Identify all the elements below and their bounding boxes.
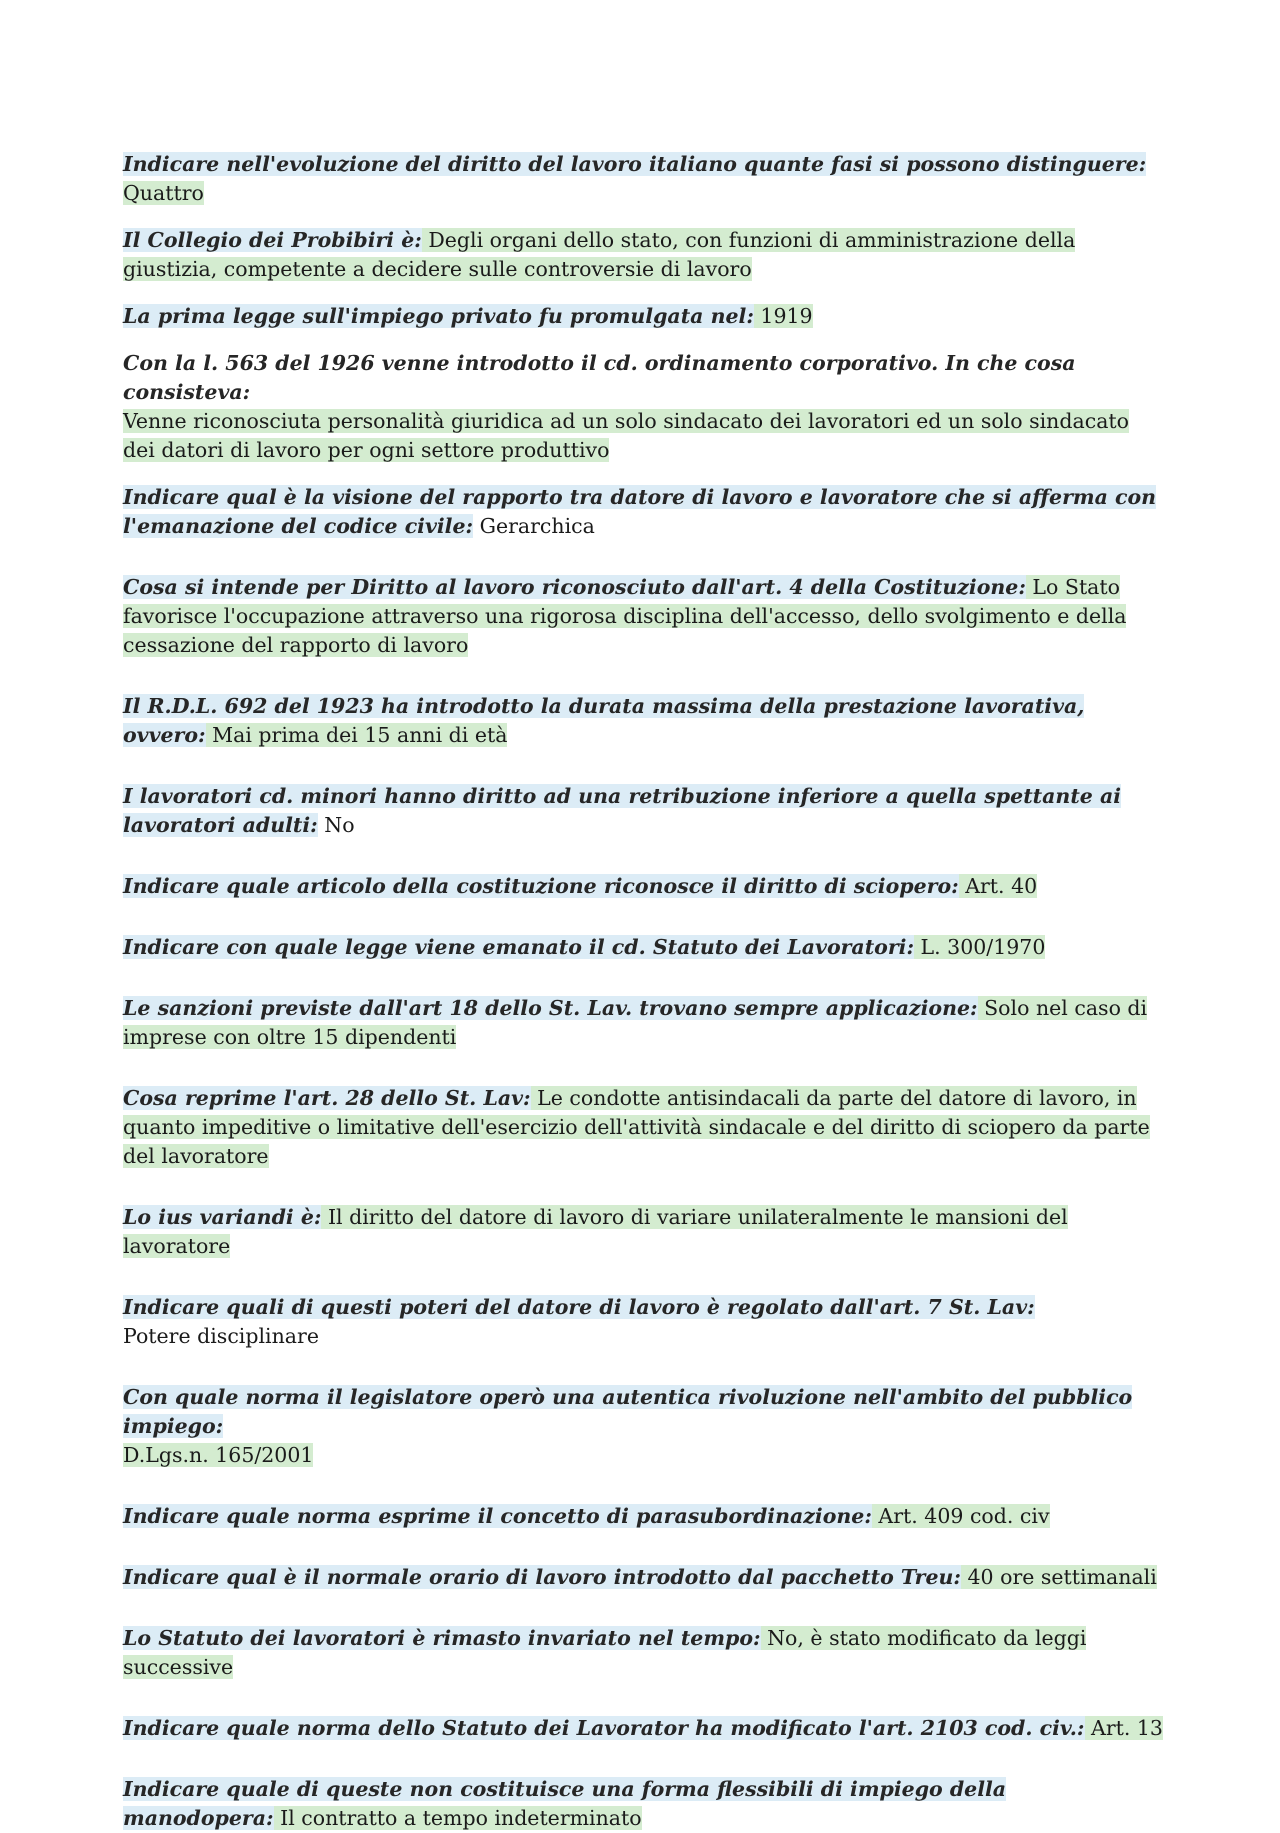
qa-item	[123, 1775, 1163, 1833]
answer: Art. 40	[958, 874, 1038, 898]
qa-item	[123, 1383, 1163, 1470]
question: Indicare qual è la visione del rapporto tra datore di lavoro e lavoratore che si afferma con l'emanazione del codice civile:	[123, 485, 1157, 538]
question: Le sanzioni previste dall'art 18 dello St. Lav. trovano sempre applicazione:	[123, 996, 978, 1020]
qa-item	[123, 1084, 1163, 1171]
answer: Venne riconosciuta personalità giuridica ad un solo sindacato dei lavoratori ed un solo sindacato dei datori di lavoro per ogni settore produttivo	[123, 409, 1130, 462]
qa-item	[123, 1293, 1163, 1351]
question: Indicare quale norma esprime il concetto di parasubordinazione:	[123, 1504, 872, 1528]
answer: D.Lgs.n. 165/2001	[123, 1443, 314, 1467]
qa-item	[123, 933, 1163, 962]
question: La prima legge sull'impiego privato fu promulgata nel:	[123, 304, 754, 328]
answer: Art. 409 cod. civ	[871, 1504, 1050, 1528]
question: Cosa reprime l'art. 28 dello St. Lav:	[123, 1086, 531, 1110]
question: Cosa si intende per Diritto al lavoro riconosciuto dall'art. 4 della Costituzione:	[123, 575, 1026, 599]
answer: Il contratto a tempo indeterminato	[273, 1806, 642, 1830]
answer: No	[317, 813, 355, 837]
answer: Mai prima dei 15 anni di età	[205, 723, 508, 747]
answer: Potere disciplinare	[123, 1324, 319, 1348]
question: Indicare con quale legge viene emanato il cd. Statuto dei Lavoratori:	[123, 935, 915, 959]
answer: Degli organi dello stato, con funzioni di amministrazione della giustizia, competente a decidere sulle controversie di lavoro	[123, 228, 1076, 281]
document-page	[123, 150, 1163, 1833]
question: Indicare quale articolo della costituzione riconosce il diritto di sciopero:	[123, 874, 959, 898]
qa-item	[123, 872, 1163, 901]
qa-item	[123, 1502, 1163, 1531]
qa-item	[123, 1203, 1163, 1261]
qa-item	[123, 483, 1163, 541]
qa-item	[123, 782, 1163, 840]
qa-item	[123, 994, 1163, 1052]
answer: Le condotte antisindacali da parte del datore di lavoro, in quanto impeditive o limitative dell'esercizio dell'attività sindacale e del diritto di sciopero da parte del lavoratore	[123, 1086, 1150, 1168]
qa-item	[123, 150, 1163, 208]
answer: No, è stato modificato da leggi successive	[123, 1626, 1087, 1679]
qa-item	[123, 302, 1163, 331]
answer: 1919	[753, 304, 813, 328]
qa-item	[123, 573, 1163, 660]
answer: L. 300/1970	[914, 935, 1046, 959]
question: Indicare quali di questi poteri del datore di lavoro è regolato dall'art. 7 St. Lav:	[123, 1295, 1035, 1319]
qa-item	[123, 226, 1163, 284]
answer: Quattro	[123, 181, 204, 205]
qa-item	[123, 349, 1163, 465]
answer: Lo Stato favorisce l'occupazione attraverso una rigorosa disciplina dell'accesso, dello svolgimento e della cessazione del rapporto di lavoro	[123, 575, 1127, 657]
qa-item	[123, 1624, 1163, 1682]
question: Con la l. 563 del 1926 venne introdotto il cd. ordinamento corporativo. In che cosa consisteva:	[123, 351, 1076, 404]
question: Il Collegio dei Probibiri è:	[123, 228, 422, 252]
question: Lo Statuto dei lavoratori è rimasto invariato nel tempo:	[123, 1626, 761, 1650]
qa-item	[123, 1563, 1163, 1592]
answer: Gerarchica	[473, 514, 595, 538]
question: Lo ius variandi è:	[123, 1205, 322, 1229]
question: Indicare qual è il normale orario di lavoro introdotto dal pacchetto Treu:	[123, 1565, 961, 1589]
question: Indicare nell'evoluzione del diritto del lavoro italiano quante fasi si possono distinguere:	[123, 152, 1147, 176]
question: Indicare quale norma dello Statuto dei Lavorator ha modificato l'art. 2103 cod. civ.:	[123, 1716, 1085, 1740]
answer: Solo nel caso di imprese con oltre 15 dipendenti	[123, 996, 1148, 1049]
question: Con quale norma il legislatore operò una autentica rivoluzione nell'ambito del pubblico impiego:	[123, 1385, 1133, 1438]
question: Il R.D.L. 692 del 1923 ha introdotto la durata massima della prestazione lavorativa, ovvero:	[123, 694, 1085, 747]
qa-item	[123, 692, 1163, 750]
answer: 40 ore settimanali	[961, 1565, 1157, 1589]
answer: Il diritto del datore di lavoro di variare unilateralmente le mansioni del lavoratore	[123, 1205, 1068, 1258]
qa-item	[123, 1714, 1163, 1743]
question: Indicare quale di queste non costituisce una forma flessibili di impiego della manodopera:	[123, 1777, 1007, 1830]
answer: Art. 13	[1084, 1716, 1163, 1740]
question: I lavoratori cd. minori hanno diritto ad una retribuzione inferiore a quella spettante ai lavoratori adulti:	[123, 784, 1122, 837]
